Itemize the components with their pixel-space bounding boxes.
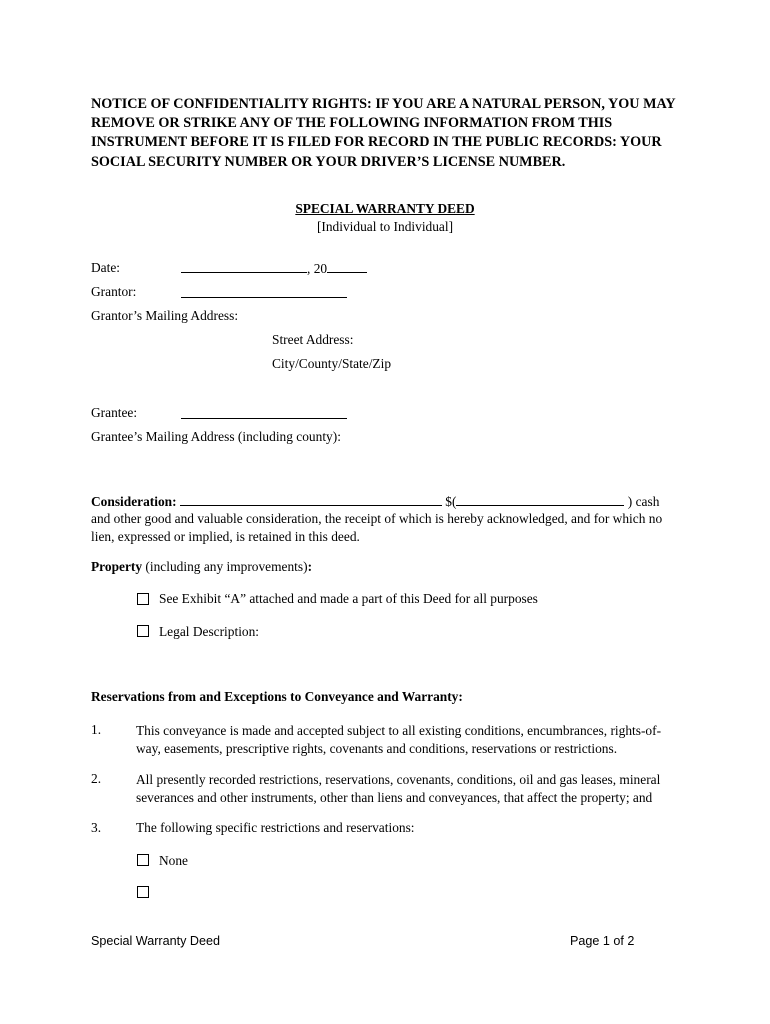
item-3-number: 3. — [91, 820, 102, 835]
cash-close: ) cash — [627, 494, 660, 509]
footer-title: Special Warranty Deed — [91, 934, 221, 948]
property-colon: : — [307, 559, 313, 574]
consideration-text: and other good and valuable consideration, the receipt of which is hereby acknowledged, and for which no lien, expressed or implied, is retained in this deed. — [91, 511, 663, 544]
grantee-field[interactable] — [181, 406, 347, 424]
grantee-blank[interactable] — [181, 406, 347, 419]
none-checkbox[interactable] — [137, 854, 149, 866]
grantor-address-label: Grantor’s Mailing Address: — [91, 308, 239, 323]
item-1-number: 1. — [91, 722, 102, 737]
item-3-text: The following specific restrictions and reservations: — [136, 820, 415, 835]
amount-blank[interactable] — [456, 493, 624, 506]
date-label: Date: — [91, 260, 120, 275]
date-blank[interactable] — [181, 260, 307, 273]
document-subtitle: [Individual to Individual] — [316, 219, 454, 234]
legal-description-checkbox[interactable] — [137, 625, 149, 637]
grantor-field[interactable] — [181, 285, 347, 303]
item-2-number: 2. — [91, 771, 102, 786]
date-field[interactable] — [181, 260, 367, 277]
none-label: None — [159, 853, 189, 868]
grantor-blank[interactable] — [181, 285, 347, 298]
dollar-open: $( — [445, 494, 457, 509]
grantor-label: Grantor: — [91, 284, 137, 299]
consideration-line — [91, 493, 659, 510]
consideration-blank[interactable] — [180, 493, 442, 506]
confidentiality-notice: NOTICE OF CONFIDENTIALITY RIGHTS: IF YOU ARE A NATURAL PERSON, YOU MAY REMOVE OR STRIKE ANY OF THE FOLLOWING INFORMATION FROM THIS INSTRUMENT BEFORE IT IS FILED FOR RECORD IN THE PUBLIC RECORDS: YOUR SOCIAL SECURITY NUMBER OR YOUR DRIVER’S LICENSE NUMBER. — [91, 96, 676, 170]
property-heading — [91, 559, 312, 575]
consideration-label: Consideration: — [91, 494, 177, 509]
document-title: SPECIAL WARRANTY DEED — [295, 201, 475, 216]
reservations-heading: Reservations from and Exceptions to Conveyance and Warranty: — [91, 689, 463, 704]
property-label: Property — [91, 559, 143, 574]
page-number: Page 1 of 2 — [570, 934, 635, 948]
item-2-text: All presently recorded restrictions, reservations, covenants, conditions, oil and gas leases, mineral severances and other instruments, other than liens and conveyances, that affect the property; and — [136, 772, 661, 805]
legal-description-label: Legal Description: — [159, 624, 260, 639]
grantor-street-label: Street Address: — [272, 332, 354, 347]
other-restriction-checkbox[interactable] — [137, 886, 149, 898]
grantee-label: Grantee: — [91, 405, 138, 420]
year-blank[interactable] — [327, 260, 367, 273]
property-label-rest: (including any improvements) — [142, 559, 308, 574]
date-year-prefix: , 20 — [307, 261, 328, 276]
item-1-text: This conveyance is made and accepted subject to all existing conditions, encumbrances, rights-of-way, easements, prescriptive rights, covenants and conditions, reservations or restrictions. — [136, 723, 662, 756]
grantor-city-label: City/County/State/Zip — [272, 356, 392, 371]
grantee-address-label: Grantee’s Mailing Address (including county): — [91, 429, 341, 444]
exhibit-a-checkbox[interactable] — [137, 593, 149, 605]
exhibit-a-label: See Exhibit “A” attached and made a part of this Deed for all purposes — [159, 591, 538, 606]
